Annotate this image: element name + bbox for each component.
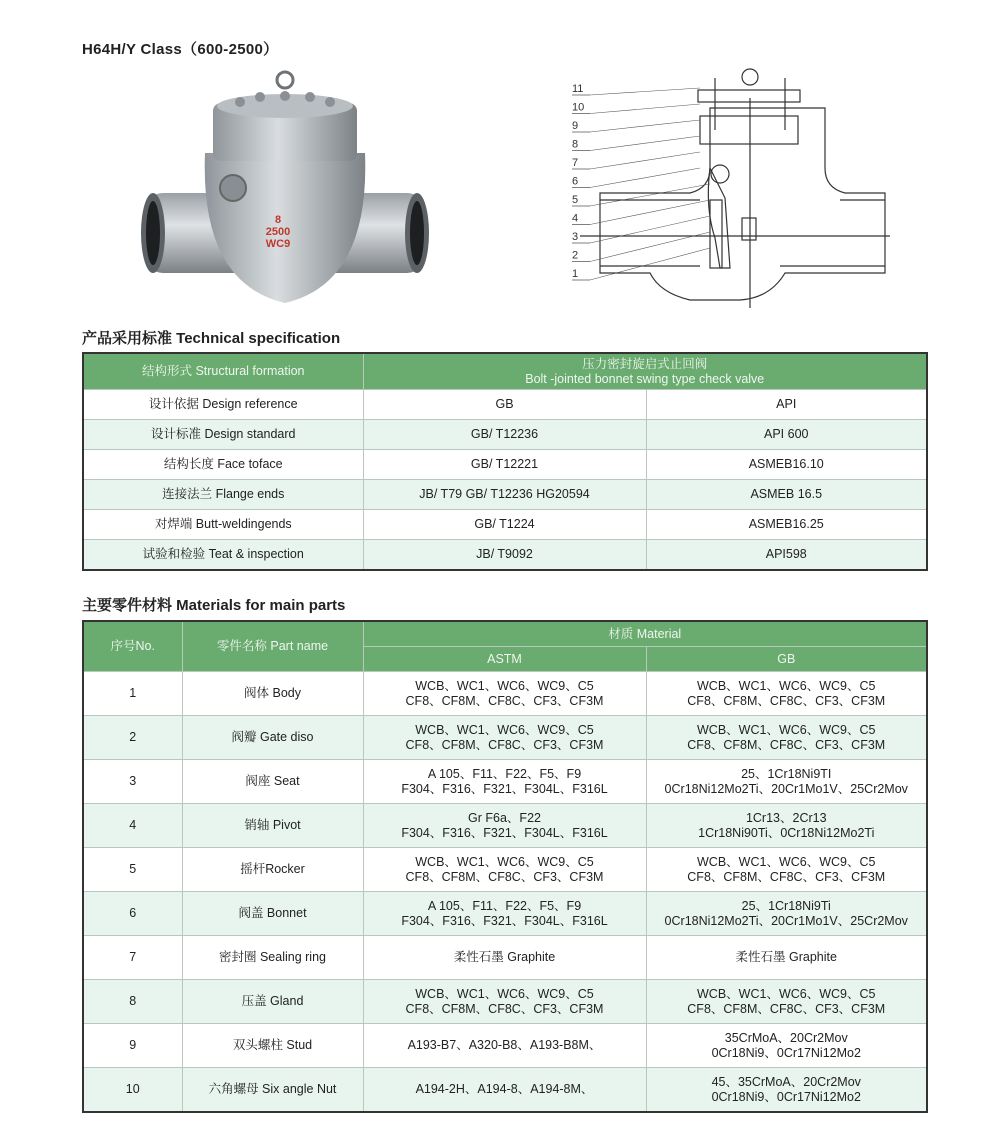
type-en: Bolt -jointed bonnet swing type check valve <box>525 371 765 386</box>
valve-photo <box>135 68 435 318</box>
gb-material: WCB、WC1、WC6、WC9、C5 CF8、CF8M、CF8C、CF3、CF3M <box>646 716 927 760</box>
table-row <box>83 672 927 716</box>
gb-material: WCB、WC1、WC6、WC9、C5 CF8、CF8M、CF8C、CF3、CF3M <box>646 672 927 716</box>
gb-value: JB/ T9092 <box>363 540 646 571</box>
gb-value: GB/ T12236 <box>363 420 646 450</box>
table-row <box>83 420 927 450</box>
table-row <box>83 804 927 848</box>
part-no: 6 <box>83 892 182 936</box>
part-name: 摇杆Rocker <box>182 848 363 892</box>
marking-class: 2500 <box>265 226 291 238</box>
part-label: 4 <box>572 212 579 225</box>
part-no: 7 <box>83 936 182 980</box>
part-no: 10 <box>83 1068 182 1113</box>
part-label: 2 <box>572 249 579 262</box>
part-label: 10 <box>572 101 585 114</box>
table-row <box>83 1024 927 1068</box>
part-label: 7 <box>572 157 579 169</box>
astm-material: WCB、WC1、WC6、WC9、C5 CF8、CF8M、CF8C、CF3、CF3M <box>363 980 646 1024</box>
gb-material: 35CrMoA、20Cr2Mov 0Cr18Ni9、0Cr17Ni12Mo2 <box>646 1024 927 1068</box>
astm-material: WCB、WC1、WC6、WC9、C5 CF8、CF8M、CF8C、CF3、CF3M <box>363 672 646 716</box>
part-label: 9 <box>572 120 579 132</box>
leader-line <box>590 120 700 132</box>
spec-item: 试验和检验 Teat & inspection <box>83 540 363 571</box>
part-no: 8 <box>83 980 182 1024</box>
table-row <box>83 450 927 480</box>
header-astm: ASTM <box>363 647 646 672</box>
table-row <box>83 716 927 760</box>
table-row <box>83 848 927 892</box>
part-label: 1 <box>572 268 579 280</box>
api-value: API <box>646 390 927 420</box>
part-name: 阀盖 Bonnet <box>182 892 363 936</box>
part-label: 8 <box>572 138 579 151</box>
part-name: 压盖 Gland <box>182 980 363 1024</box>
spec-heading: 产品采用标准 Technical specification <box>82 330 341 347</box>
materials-table <box>82 620 928 1113</box>
leader-line <box>590 136 700 151</box>
part-name: 六角螺母 Six angle Nut <box>182 1068 363 1113</box>
astm-material: A193-B7、A320-B8、A193-B8M、 <box>363 1024 646 1068</box>
gb-material: WCB、WC1、WC6、WC9、C5 CF8、CF8M、CF8C、CF3、CF3M <box>646 848 927 892</box>
part-name: 双头螺柱 Stud <box>182 1024 363 1068</box>
api-value: ASMEB16.25 <box>646 510 927 540</box>
part-name: 阀座 Seat <box>182 760 363 804</box>
spec-item: 连接法兰 Flange ends <box>83 480 363 510</box>
table-row <box>83 1068 927 1113</box>
leader-line <box>590 104 700 114</box>
spec-item: 设计标准 Design standard <box>83 420 363 450</box>
marking-size: 8 <box>274 214 282 226</box>
part-label: 6 <box>572 175 579 188</box>
part-name: 阀瓣 Gate diso <box>182 716 363 760</box>
astm-material: Gr F6a、F22 F304、F316、F321、F304L、F316L <box>363 804 646 848</box>
table-row <box>83 510 927 540</box>
part-no: 1 <box>83 672 182 716</box>
part-label: 11 <box>572 83 584 95</box>
header-gb: GB <box>646 647 927 672</box>
part-no: 4 <box>83 804 182 848</box>
api-value: API598 <box>646 540 927 571</box>
leader-line <box>590 216 710 243</box>
table-row <box>83 892 927 936</box>
part-no: 3 <box>83 760 182 804</box>
part-no: 2 <box>83 716 182 760</box>
spec-item: 设计依据 Design reference <box>83 390 363 420</box>
part-label: 3 <box>572 231 579 243</box>
header-part: 零件名称 Part name <box>182 621 363 672</box>
leader-line <box>590 200 710 225</box>
api-value: ASMEB 16.5 <box>646 480 927 510</box>
part-label: 5 <box>572 194 579 206</box>
leader-line <box>590 184 710 206</box>
page-title: H64H/Y Class（600-2500） <box>82 41 279 58</box>
table-row <box>83 936 927 980</box>
gb-value: GB <box>363 390 646 420</box>
leader-line <box>590 248 710 280</box>
spec-item: 结构长度 Face toface <box>83 450 363 480</box>
astm-material: WCB、WC1、WC6、WC9、C5 CF8、CF8M、CF8C、CF3、CF3M <box>363 716 646 760</box>
table-row <box>83 390 927 420</box>
gb-material: 25、1Cr18Ni9TI 0Cr18Ni12Mo2Ti、20Cr1Mo1V、25Cr2Mov <box>646 760 927 804</box>
astm-material: A194-2H、A194-8、A194-8M、 <box>363 1068 646 1113</box>
photo-marking <box>258 214 298 250</box>
type-cn: 压力密封旋启式止回阀 <box>582 356 708 371</box>
spec-header-structural: 结构形式 Structural formation <box>83 353 363 390</box>
astm-material: WCB、WC1、WC6、WC9、C5 CF8、CF8M、CF8C、CF3、CF3M <box>363 848 646 892</box>
leader-line <box>590 152 700 169</box>
astm-material: A 105、F11、F22、F5、F9 F304、F316、F321、F304L、F316L <box>363 892 646 936</box>
table-row <box>83 540 927 571</box>
marking-material: WC9 <box>265 238 291 250</box>
part-name: 销轴 Pivot <box>182 804 363 848</box>
technical-spec-table <box>82 352 928 571</box>
header-material: 材质 Material <box>363 621 927 647</box>
gb-value: GB/ T1224 <box>363 510 646 540</box>
api-value: API 600 <box>646 420 927 450</box>
spec-item: 对焊端 Butt-weldingends <box>83 510 363 540</box>
gb-material: 柔性石墨 Graphite <box>646 936 927 980</box>
astm-material: 柔性石墨 Graphite <box>363 936 646 980</box>
part-no: 5 <box>83 848 182 892</box>
table-row <box>83 760 927 804</box>
leader-line <box>590 168 700 188</box>
part-no: 9 <box>83 1024 182 1068</box>
header-no: 序号No. <box>83 621 182 672</box>
leader-line <box>590 88 700 95</box>
gb-material: WCB、WC1、WC6、WC9、C5 CF8、CF8M、CF8C、CF3、CF3M <box>646 980 927 1024</box>
gb-material: 25、1Cr18Ni9Ti 0Cr18Ni12Mo2Ti、20Cr1Mo1V、25Cr2Mov <box>646 892 927 936</box>
table-row <box>83 480 927 510</box>
gb-material: 45、35CrMoA、20Cr2Mov 0Cr18Ni9、0Cr17Ni12Mo2 <box>646 1068 927 1113</box>
gb-value: JB/ T79 GB/ T12236 HG20594 <box>363 480 646 510</box>
astm-material: A 105、F11、F22、F5、F9 F304、F316、F321、F304L、F316L <box>363 760 646 804</box>
materials-heading: 主要零件材料 Materials for main parts <box>82 597 346 614</box>
table-row <box>83 980 927 1024</box>
part-name: 密封圈 Sealing ring <box>182 936 363 980</box>
gb-value: GB/ T12221 <box>363 450 646 480</box>
api-value: ASMEB16.10 <box>646 450 927 480</box>
gb-material: 1Cr13、2Cr13 1Cr18Ni90Ti、0Cr18Ni12Mo2Ti <box>646 804 927 848</box>
cross-section-diagram <box>560 68 890 308</box>
spec-header-type <box>363 353 927 390</box>
part-name: 阀体 Body <box>182 672 363 716</box>
